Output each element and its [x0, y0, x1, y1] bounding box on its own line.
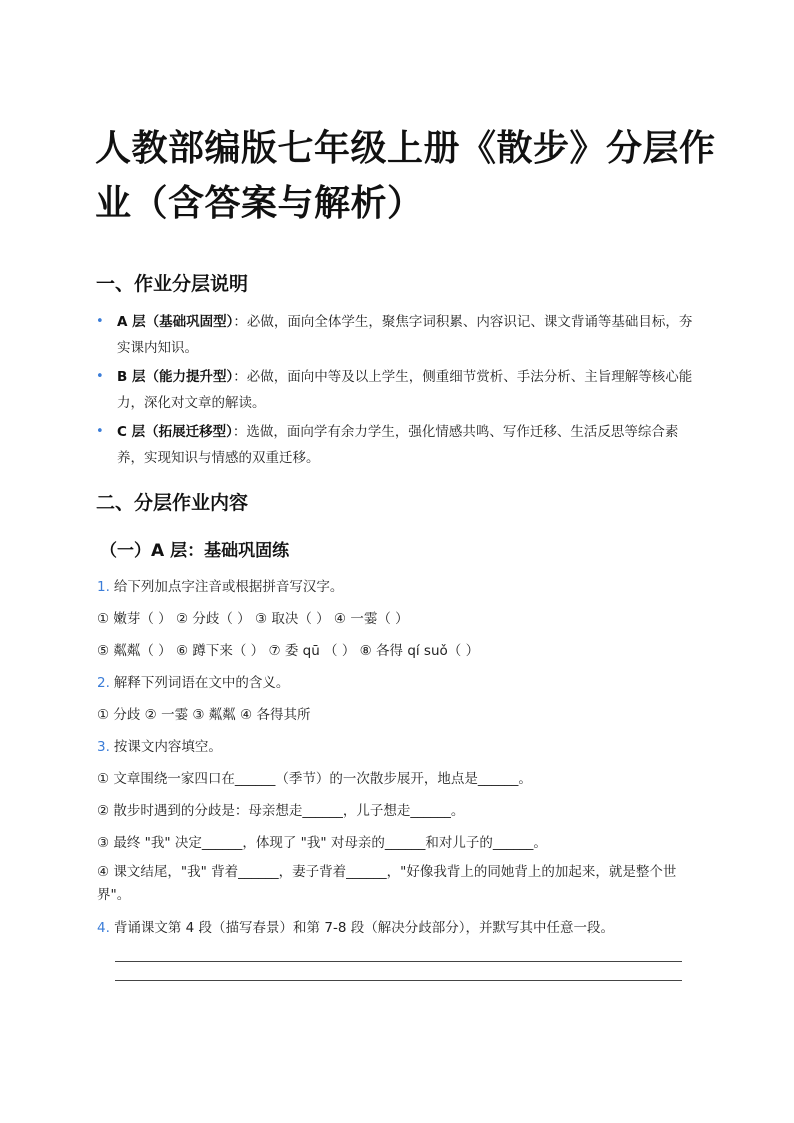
question-text: 解释下列词语在文中的含义。 [113, 675, 290, 691]
question-3 [97, 741, 222, 755]
list-item [96, 419, 696, 471]
question-text: 给下列加点字注音或根据拼音写汉字。 [113, 579, 344, 595]
list-item [96, 309, 696, 361]
question-number: 3. [97, 739, 110, 755]
question-number: 4. [97, 920, 110, 936]
layer-description: ：选做，面向学有余力学生，强化情感共鸣、写作迁移、生活反思等综合素养，实现知识与情感的双重迁移。 [117, 424, 679, 466]
layer-description: ：必做，面向全体学生，聚焦字词积累、内容识记、课文背诵等基础目标，夯实课内知识。 [117, 314, 693, 356]
question-3-line-3: ③ 最终 "我" 决定______，体现了 "我" 对母亲的______和对儿子的______。 [97, 835, 547, 851]
document-title-line-2: 业（含答案与解析） [95, 183, 424, 224]
layer-label: B 层（能力提升型） [117, 369, 234, 385]
bullet-icon: • [96, 369, 104, 384]
section-heading-content: 二、分层作业内容 [96, 492, 249, 514]
question-text: 按课文内容填空。 [113, 739, 222, 755]
section-heading-explanation: 一、作业分层说明 [96, 273, 249, 295]
layer-description: ：必做，面向中等及以上学生，侧重细节赏析、手法分析、主旨理解等核心能力，深化对文章的解读。 [117, 369, 693, 411]
bullet-icon: • [96, 424, 104, 439]
question-3-line-4: ④ 课文结尾，"我" 背着______，妻子背着______，"好像我背上的同她背上的加起来，就是整个世界"。 [97, 864, 677, 903]
subsection-heading-a-layer: （一）A 层：基础巩固练 [100, 541, 290, 561]
question-4 [97, 922, 614, 936]
bullet-icon: • [96, 314, 104, 329]
question-3-line-2: ② 散步时遇到的分歧是：母亲想走______，儿子想走______。 [97, 803, 465, 819]
question-2 [97, 677, 289, 691]
answer-line [115, 961, 682, 962]
document-title-line-1: 人教部编版七年级上册《散步》分层作 [95, 128, 716, 169]
question-3-line-1: ① 文章围绕一家四口在______（季节）的一次散步展开，地点是______。 [97, 771, 532, 787]
question-text: 背诵课文第 4 段（描写春景）和第 7-8 段（解决分歧部分），并默写其中任意一段。 [113, 920, 614, 936]
layer-label: A 层（基础巩固型） [117, 314, 234, 330]
layer-label: C 层（拓展迁移型） [117, 424, 233, 440]
answer-line [115, 980, 682, 981]
question-2-row-1: ① 分歧 ② 一霎 ③ 粼粼 ④ 各得其所 [97, 707, 311, 723]
question-number: 2. [97, 675, 110, 691]
question-1 [97, 581, 343, 595]
question-1-row-1: ① 嫩芽（ ） ② 分歧（ ） ③ 取决（ ） ④ 一霎（ ） [97, 611, 409, 627]
question-1-row-2: ⑤ 粼粼（ ） ⑥ 蹲下来（ ） ⑦ 委 qū （ ） ⑧ 各得 qí suǒ（ ） [97, 643, 480, 659]
list-item [96, 364, 696, 416]
question-number: 1. [97, 579, 110, 595]
